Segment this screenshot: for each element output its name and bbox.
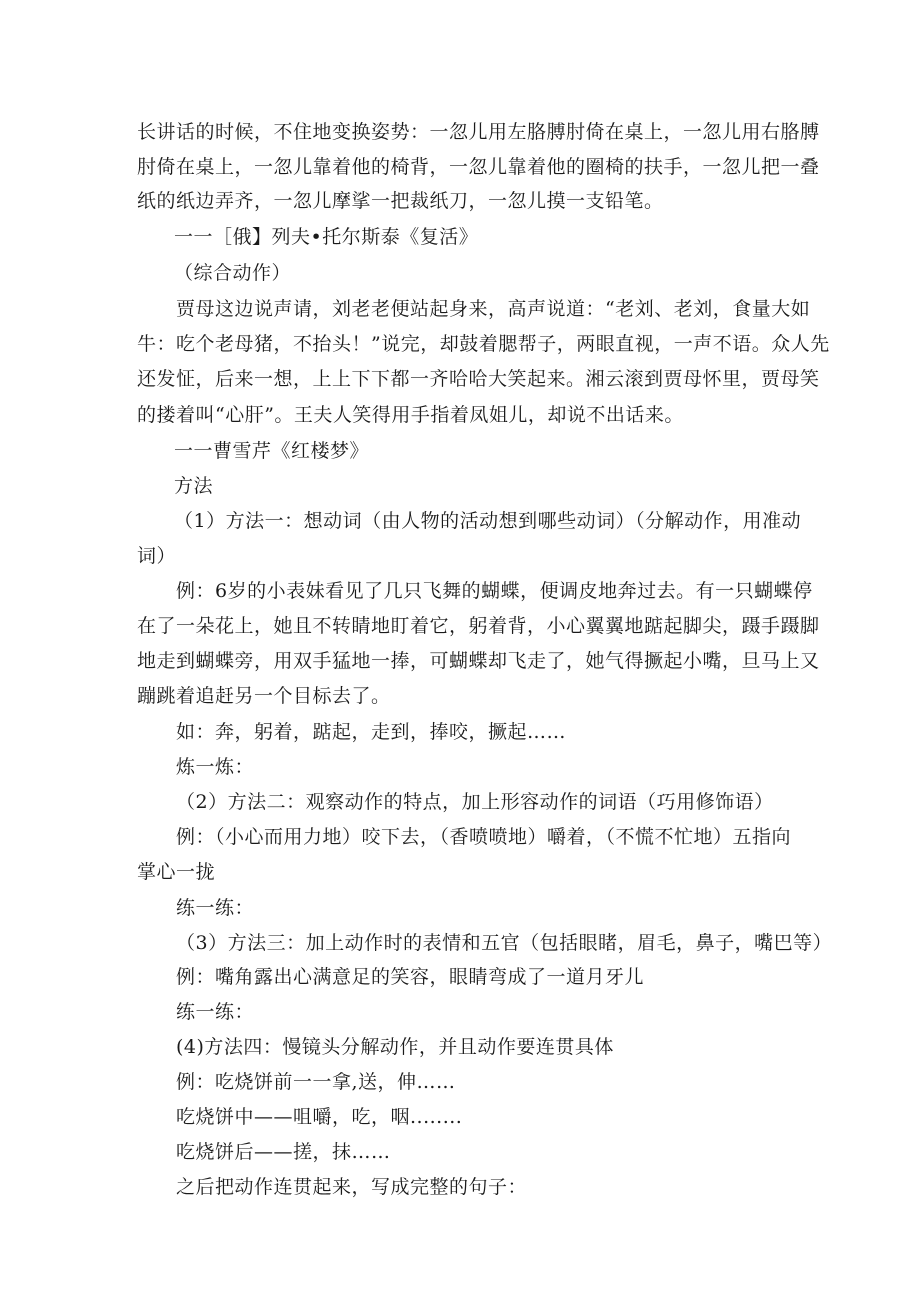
practice-label: 炼一炼： [176, 756, 255, 778]
example-line: 吃烧饼后——搓，抹…… [176, 1141, 391, 1163]
paragraph-line: 长讲话的时候，不住地变换姿势：一忽儿用左胳膊肘倚在桌上，一忽儿用右胳膊 [137, 121, 820, 143]
paragraph-line: 掌心一拢 [137, 861, 216, 883]
example-words: 如：奔，躬着，踮起，走到，捧咬，撅起…… [176, 721, 567, 743]
section-heading: 方法 [174, 475, 214, 497]
method-heading: （3）方法三：加上动作时的表情和五官（包括眼睹，眉毛，鼻子，嘴巴等） [176, 932, 833, 954]
paragraph-line: 贾母这边说声请，刘老老便站起身来，高声说道：“老刘、老刘，食量大如 [176, 298, 811, 320]
example-line: 例：吃烧饼前一一拿,送，伸…… [176, 1071, 456, 1093]
section-label: （综合动作） [174, 262, 292, 284]
paragraph-line: 地走到蝴蝶旁，用双手猛地一捧，可蝴蝶却飞走了，她气得撅起小嘴，旦马上又 [137, 650, 820, 672]
paragraph-line: 纸的纸边弄齐，一忽儿摩挲一把裁纸刀，一忽儿摸一支铅笔。 [137, 190, 664, 212]
instruction-line: 之后把动作连贯起来，写成完整的句子： [176, 1176, 528, 1198]
method-heading: (4)方法四：慢镜头分解动作，并且动作要连贯具体 [176, 1036, 614, 1058]
paragraph-line: 词） [137, 545, 177, 567]
citation-line: 一一曹雪芹《红楼梦》 [174, 440, 370, 462]
paragraph-line: 肘倚在桌上，一忽儿靠着他的椅背，一忽儿靠着他的圈椅的扶手，一忽儿把一叠 [137, 156, 820, 178]
paragraph-line: 的搂着叫“心肝”。王夫人笑得用手指着凤姐儿，却说不出话来。 [137, 404, 684, 426]
example-line: 吃烧饼中——咀嚼，吃，咽........ [176, 1106, 463, 1128]
paragraph-line: 在了一朵花上，她且不转睛地盯着它，躬着背，小心翼翼地踮起脚尖，蹑手蹑脚 [137, 615, 820, 637]
practice-label: 练一练： [176, 1001, 255, 1023]
method-heading: （1）方法一：想动词（由人物的活动想到哪些动词）（分解动作，用准动 [174, 510, 802, 532]
citation-line: 一一［俄】列夫•托尔斯泰《复活》 [174, 226, 479, 248]
example-line: 例：嘴角露出心满意足的笑容，眼睛弯成了一道月牙儿 [176, 966, 645, 988]
paragraph-line: 还发怔，后来一想，上上下下都一齐哈哈大笑起来。湘云滚到贾母怀里，贾母笑 [137, 368, 820, 390]
method-heading: （2）方法二：观察动作的特点，加上形容动作的词语（巧用修饰语） [176, 791, 774, 813]
example-line: 例：（小心而用力地）咬下去，（香喷喷地）嚼着，（不慌不忙地）五指向 [176, 826, 792, 848]
example-line: 例：6岁的小表妹看见了几只飞舞的蝴蝶，便调皮地奔过去。有一只蝴蝶停 [176, 580, 813, 602]
paragraph-line: 蹦跳着追赶另一个目标去了。 [137, 685, 391, 707]
paragraph-line: 牛：吃个老母猪，不抬头！”说完，却鼓着腮帮子，两眼直视，一声不语。众人先 [137, 333, 830, 355]
practice-label: 练一练： [176, 897, 255, 919]
